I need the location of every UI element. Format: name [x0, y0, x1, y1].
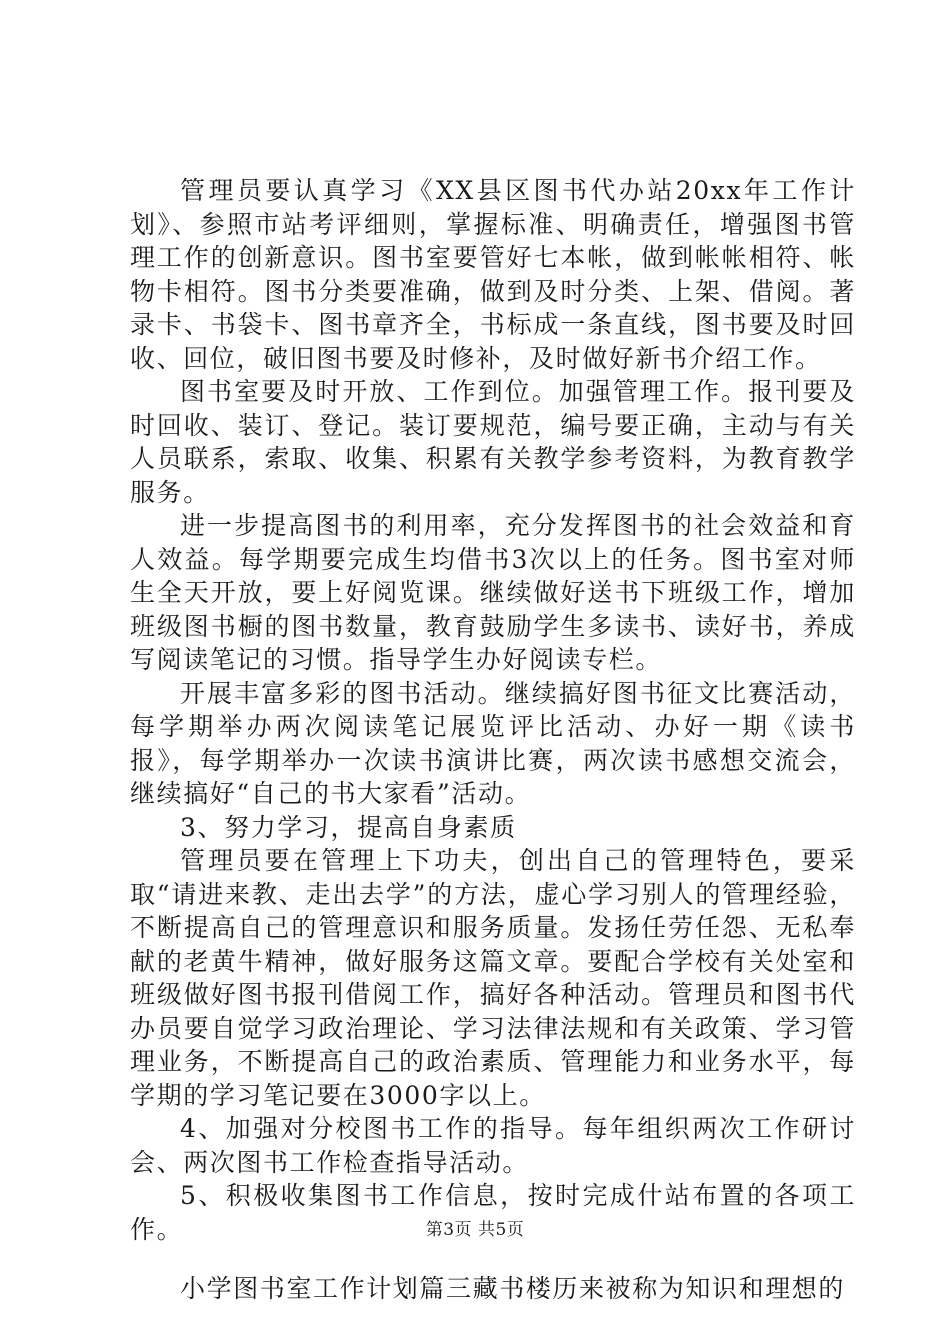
- section-heading-study: 3、努力学习，提高自身素质: [180, 812, 517, 842]
- paragraph-next-article: 小学图书室工作计划篇三藏书楼历来被称为知识和理想的: [180, 1274, 846, 1303]
- document-body: [130, 174, 856, 1306]
- paragraph-information: 5、积极收集图书工作信息，按时完成什站布置的各项工作。: [130, 1181, 856, 1244]
- paragraph-utilization: 进一步提高图书的利用率，充分发挥图书的社会效益和育人效益。每学期要完成生均借书3次以上的任务。图书室对师生全天开放，要上好阅览课。继续做好送书下班级工作，增加班级图书橱的图书数量，教育鼓励学生多读书、读好书，养成写阅读笔记的习惯。指导学生办好阅读专栏。: [130, 511, 856, 674]
- page-footer: 第3页 共5页: [425, 1220, 525, 1240]
- paragraph-opening-hours: 图书室要及时开放、工作到位。加强管理工作。报刊要及时回收、装订、登记。装订要规范，编号要正确，主动与有关人员联系，索取、收集、积累有关教学参考资料，为教育教学服务。: [130, 377, 856, 507]
- paragraph-self-improvement: 管理员要在管理上下功夫，创出自己的管理特色，要采取“请进来教、走出去学”的方法，虚心学习别人的管理经验，不断提高自己的管理意识和服务质量。发扬任劳任怨、无私奉献的老黄牛精神，做好服务这篇文章。要配合学校有关处室和班级做好图书报刊借阅工作，搞好各种活动。管理员和图书代办员要自觉学习政治理论、学习法律法规和有关政策、学习管理业务，不断提高自己的政治素质、管理能力和业务水平，每学期的学习笔记要在3000字以上。: [130, 846, 856, 1110]
- paragraph-cataloging: 管理员要认真学习《XX县区图书代办站20xx年工作计划》、参照市站考评细则，掌握标准、明确责任，增强图书管理工作的创新意识。图书室要管好七本帐，做到帐帐相符、帐物卡相符。图书分类要准确，做到及时分类、上架、借阅。著录卡、书袋卡、图书章齐全，书标成一条直线，图书要及时回收、回位，破旧图书要及时修补，及时做好新书介绍工作。: [130, 176, 856, 373]
- paragraph-branch-guidance: 4、加强对分校图书工作的指导。每年组织两次工作研讨会、两次图书工作检查指导活动。: [130, 1114, 856, 1177]
- paragraph-activities: 开展丰富多彩的图书活动。继续搞好图书征文比赛活动，每学期举办两次阅读笔记展览评比活动、办好一期《读书报》，每学期举办一次读书演讲比赛，两次读书感想交流会，继续搞好“自己的书大家看”活动。: [130, 678, 856, 808]
